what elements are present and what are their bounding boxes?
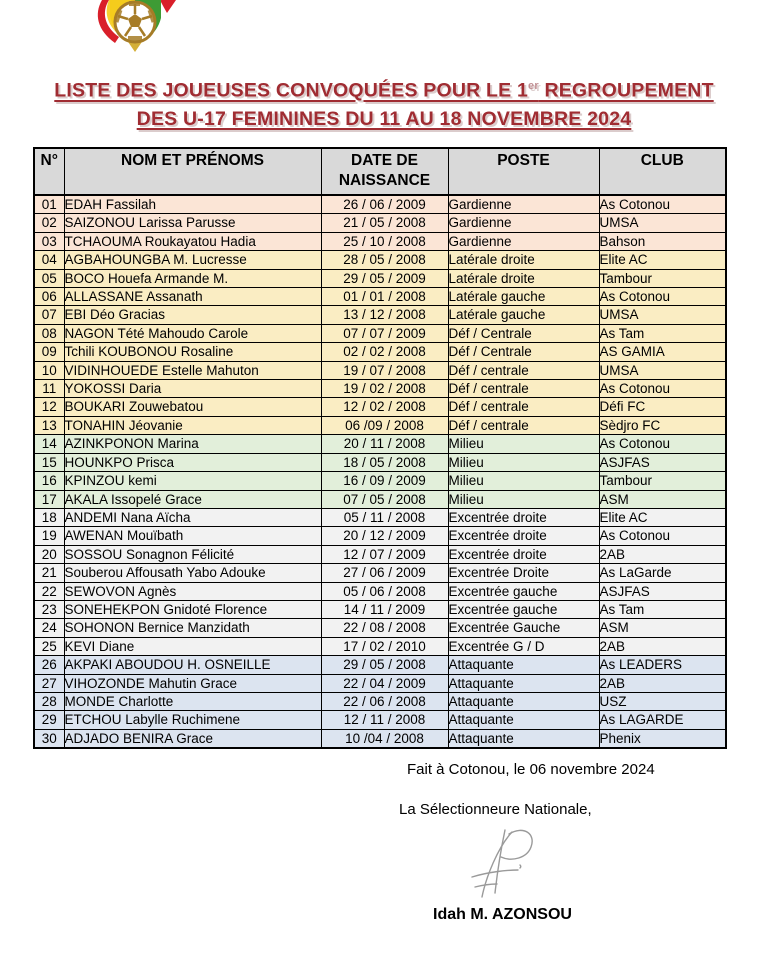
player-name-cell: SONEHEKPON Gnidoté Florence	[64, 600, 321, 618]
player-number-cell: 26	[34, 656, 64, 674]
player-number-cell: 05	[34, 269, 64, 287]
signer-name: Idah M. AZONSOU	[433, 906, 572, 923]
player-club-cell: UMSA	[599, 214, 726, 232]
player-birthdate-cell: 22 / 06 / 2008	[321, 692, 448, 710]
player-position-cell: Attaquante	[448, 729, 599, 748]
player-position-cell: Latérale gauche	[448, 288, 599, 306]
player-birthdate-cell: 07 / 07 / 2009	[321, 324, 448, 342]
player-row	[34, 490, 726, 508]
player-club-cell: UMSA	[599, 361, 726, 379]
player-name-cell: EDAH Fassilah	[64, 195, 321, 214]
signature-icon	[452, 825, 547, 903]
player-club-cell: 2AB	[599, 545, 726, 563]
player-position-cell: Attaquante	[448, 711, 599, 729]
player-row	[34, 380, 726, 398]
player-club-cell: As Cotonou	[599, 527, 726, 545]
player-position-cell: Excentrée droite	[448, 508, 599, 526]
player-number-cell: 11	[34, 380, 64, 398]
player-number-cell: 22	[34, 582, 64, 600]
player-row	[34, 656, 726, 674]
player-club-cell: As Cotonou	[599, 380, 726, 398]
player-row	[34, 637, 726, 655]
player-birthdate-cell: 20 / 11 / 2008	[321, 435, 448, 453]
player-position-cell: Attaquante	[448, 692, 599, 710]
player-number-cell: 18	[34, 508, 64, 526]
player-position-cell: Excentrée droite	[448, 527, 599, 545]
title-line-1-text: LISTE DES JOUEUSES CONVOQUÉES POUR LE 1	[54, 79, 529, 102]
player-club-cell: USZ	[599, 692, 726, 710]
player-row	[34, 545, 726, 563]
player-club-cell: Tambour	[599, 472, 726, 490]
player-row	[34, 288, 726, 306]
player-name-cell: TCHAOUMA Roukayatou Hadia	[64, 232, 321, 250]
player-club-cell: 2AB	[599, 637, 726, 655]
player-name-cell: Tchili KOUBONOU Rosaline	[64, 343, 321, 361]
player-position-cell: Gardienne	[448, 195, 599, 214]
player-number-cell: 08	[34, 324, 64, 342]
player-club-cell: As LAGARDE	[599, 711, 726, 729]
player-number-cell: 13	[34, 416, 64, 434]
player-row	[34, 527, 726, 545]
player-position-cell: Excentrée Gauche	[448, 619, 599, 637]
player-name-cell: ALLASSANE Assanath	[64, 288, 321, 306]
column-header-name: NOM ET PRÉNOMS	[64, 148, 321, 195]
federation-crest-icon	[88, 0, 183, 52]
player-row	[34, 195, 726, 214]
player-name-cell: TONAHIN Jéovanie	[64, 416, 321, 434]
player-club-cell: As Cotonou	[599, 195, 726, 214]
player-birthdate-cell: 17 / 02 / 2010	[321, 637, 448, 655]
player-birthdate-cell: 12 / 07 / 2009	[321, 545, 448, 563]
player-name-cell: HOUNKPO Prisca	[64, 453, 321, 471]
player-name-cell: Souberou Affousath Yabo Adouke	[64, 564, 321, 582]
player-birthdate-cell: 16 / 09 / 2009	[321, 472, 448, 490]
player-club-cell: Bahson	[599, 232, 726, 250]
player-table-body	[34, 195, 726, 748]
player-name-cell: VIHOZONDE Mahutin Grace	[64, 674, 321, 692]
player-position-cell: Excentrée droite	[448, 545, 599, 563]
player-number-cell: 27	[34, 674, 64, 692]
player-row	[34, 306, 726, 324]
player-club-cell: 2AB	[599, 674, 726, 692]
player-club-cell: Elite AC	[599, 251, 726, 269]
player-birthdate-cell: 02 / 02 / 2008	[321, 343, 448, 361]
player-name-cell: KPINZOU kemi	[64, 472, 321, 490]
player-club-cell: ASJFAS	[599, 582, 726, 600]
player-name-cell: BOCO Houefa Armande M.	[64, 269, 321, 287]
player-position-cell: Déf / centrale	[448, 398, 599, 416]
player-birthdate-cell: 22 / 08 / 2008	[321, 619, 448, 637]
player-number-cell: 24	[34, 619, 64, 637]
player-name-cell: EBI Déo Gracias	[64, 306, 321, 324]
player-row	[34, 232, 726, 250]
player-birthdate-cell: 18 / 05 / 2008	[321, 453, 448, 471]
player-row	[34, 453, 726, 471]
player-number-cell: 04	[34, 251, 64, 269]
player-birthdate-cell: 27 / 06 / 2009	[321, 564, 448, 582]
player-name-cell: AZINKPONON Marina	[64, 435, 321, 453]
player-name-cell: MONDE Charlotte	[64, 692, 321, 710]
player-club-cell: As Cotonou	[599, 288, 726, 306]
title-line-2: DES U-17 FEMININES DU 11 AU 18 NOVEMBRE 2024	[136, 107, 632, 130]
player-row	[34, 674, 726, 692]
player-number-cell: 10	[34, 361, 64, 379]
player-birthdate-cell: 20 / 12 / 2009	[321, 527, 448, 545]
player-position-cell: Déf / centrale	[448, 416, 599, 434]
player-position-cell: Attaquante	[448, 674, 599, 692]
document-title	[0, 72, 768, 133]
player-number-cell: 03	[34, 232, 64, 250]
player-name-cell: BOUKARI Zouwebatou	[64, 398, 321, 416]
player-birthdate-cell: 01 / 01 / 2008	[321, 288, 448, 306]
player-position-cell: Latérale gauche	[448, 306, 599, 324]
player-name-cell: VIDINHOUEDE Estelle Mahuton	[64, 361, 321, 379]
player-row	[34, 600, 726, 618]
player-number-cell: 19	[34, 527, 64, 545]
player-row	[34, 214, 726, 232]
title-line-1-tail: REGROUPEMENT	[538, 79, 714, 102]
signer-role: La Sélectionneure Nationale,	[399, 801, 592, 818]
roster-table-header	[34, 148, 726, 195]
player-birthdate-cell: 05 / 11 / 2008	[321, 508, 448, 526]
player-name-cell: NAGON Tété Mahoudo Carole	[64, 324, 321, 342]
player-position-cell: Excentrée G / D	[448, 637, 599, 655]
player-birthdate-cell: 12 / 11 / 2008	[321, 711, 448, 729]
player-name-cell: AKALA Issopelé Grace	[64, 490, 321, 508]
player-club-cell: ASM	[599, 490, 726, 508]
player-number-cell: 29	[34, 711, 64, 729]
player-position-cell: Déf / Centrale	[448, 324, 599, 342]
player-row	[34, 729, 726, 748]
player-row	[34, 692, 726, 710]
player-row	[34, 416, 726, 434]
player-row	[34, 472, 726, 490]
player-row	[34, 582, 726, 600]
player-birthdate-cell: 07 / 05 / 2008	[321, 490, 448, 508]
player-row	[34, 711, 726, 729]
column-header-birthdate: DATE DE NAISSANCE	[321, 148, 448, 195]
player-number-cell: 15	[34, 453, 64, 471]
player-number-cell: 14	[34, 435, 64, 453]
player-birthdate-cell: 13 / 12 / 2008	[321, 306, 448, 324]
player-club-cell: ASJFAS	[599, 453, 726, 471]
player-number-cell: 30	[34, 729, 64, 748]
player-number-cell: 07	[34, 306, 64, 324]
player-birthdate-cell: 19 / 02 / 2008	[321, 380, 448, 398]
player-row	[34, 619, 726, 637]
player-number-cell: 17	[34, 490, 64, 508]
player-row	[34, 508, 726, 526]
player-name-cell: AGBAHOUNGBA M. Lucresse	[64, 251, 321, 269]
player-birthdate-cell: 05 / 06 / 2008	[321, 582, 448, 600]
player-club-cell: ASM	[599, 619, 726, 637]
player-name-cell: AWENAN Mouïbath	[64, 527, 321, 545]
player-birthdate-cell: 26 / 06 / 2009	[321, 195, 448, 214]
player-name-cell: SAIZONOU Larissa Parusse	[64, 214, 321, 232]
player-number-cell: 25	[34, 637, 64, 655]
player-club-cell: As Tam	[599, 600, 726, 618]
player-position-cell: Déf / centrale	[448, 380, 599, 398]
player-name-cell: KEVI Diane	[64, 637, 321, 655]
place-and-date: Fait à Cotonou, le 06 novembre 2024	[407, 761, 655, 778]
player-birthdate-cell: 21 / 05 / 2008	[321, 214, 448, 232]
player-birthdate-cell: 29 / 05 / 2009	[321, 269, 448, 287]
player-birthdate-cell: 10 /04 / 2008	[321, 729, 448, 748]
player-position-cell: Milieu	[448, 453, 599, 471]
player-number-cell: 16	[34, 472, 64, 490]
player-row	[34, 269, 726, 287]
player-club-cell: As LEADERS	[599, 656, 726, 674]
player-birthdate-cell: 14 / 11 / 2009	[321, 600, 448, 618]
player-club-cell: Elite AC	[599, 508, 726, 526]
player-birthdate-cell: 29 / 05 / 2008	[321, 656, 448, 674]
player-name-cell: AKPAKI ABOUDOU H. OSNEILLE	[64, 656, 321, 674]
player-club-cell: Sèdjro FC	[599, 416, 726, 434]
player-row	[34, 251, 726, 269]
title-ordinal-superscript: er	[528, 80, 539, 92]
player-name-cell: ETCHOU Labylle Ruchimene	[64, 711, 321, 729]
player-club-cell: UMSA	[599, 306, 726, 324]
player-club-cell: As Tam	[599, 324, 726, 342]
player-number-cell: 20	[34, 545, 64, 563]
player-birthdate-cell: 06 /09 / 2008	[321, 416, 448, 434]
player-position-cell: Milieu	[448, 435, 599, 453]
player-position-cell: Gardienne	[448, 214, 599, 232]
column-header-club: CLUB	[599, 148, 726, 195]
player-number-cell: 28	[34, 692, 64, 710]
player-row	[34, 564, 726, 582]
player-birthdate-cell: 25 / 10 / 2008	[321, 232, 448, 250]
player-position-cell: Milieu	[448, 490, 599, 508]
header-row	[34, 148, 726, 195]
player-position-cell: Déf / Centrale	[448, 343, 599, 361]
player-position-cell: Excentrée gauche	[448, 582, 599, 600]
player-number-cell: 12	[34, 398, 64, 416]
player-position-cell: Milieu	[448, 472, 599, 490]
player-number-cell: 02	[34, 214, 64, 232]
player-club-cell: As LaGarde	[599, 564, 726, 582]
player-roster-table	[33, 147, 727, 749]
player-position-cell: Déf / centrale	[448, 361, 599, 379]
handwritten-signature	[452, 825, 547, 908]
player-birthdate-cell: 22 / 04 / 2009	[321, 674, 448, 692]
player-row	[34, 398, 726, 416]
player-name-cell: SOSSOU Sonagnon Félicité	[64, 545, 321, 563]
player-name-cell: ANDEMI Nana Aïcha	[64, 508, 321, 526]
player-club-cell: AS GAMIA	[599, 343, 726, 361]
player-number-cell: 01	[34, 195, 64, 214]
player-number-cell: 06	[34, 288, 64, 306]
player-club-cell: Tambour	[599, 269, 726, 287]
player-row	[34, 361, 726, 379]
player-position-cell: Excentrée gauche	[448, 600, 599, 618]
player-name-cell: YOKOSSI Daria	[64, 380, 321, 398]
player-club-cell: Phenix	[599, 729, 726, 748]
player-name-cell: SOHONON Bernice Manzidath	[64, 619, 321, 637]
player-birthdate-cell: 28 / 05 / 2008	[321, 251, 448, 269]
player-row	[34, 324, 726, 342]
player-birthdate-cell: 12 / 02 / 2008	[321, 398, 448, 416]
column-header-position: POSTE	[448, 148, 599, 195]
player-birthdate-cell: 19 / 07 / 2008	[321, 361, 448, 379]
player-name-cell: SEWOVON Agnès	[64, 582, 321, 600]
player-row	[34, 435, 726, 453]
player-position-cell: Excentrée Droite	[448, 564, 599, 582]
player-number-cell: 21	[34, 564, 64, 582]
player-number-cell: 23	[34, 600, 64, 618]
player-position-cell: Gardienne	[448, 232, 599, 250]
player-club-cell: Défi FC	[599, 398, 726, 416]
title-line-1	[0, 72, 768, 105]
player-row	[34, 343, 726, 361]
player-club-cell: As Cotonou	[599, 435, 726, 453]
federation-crest-logo	[88, 0, 183, 52]
player-position-cell: Latérale droite	[448, 269, 599, 287]
player-number-cell: 09	[34, 343, 64, 361]
player-position-cell: Latérale droite	[448, 251, 599, 269]
column-header-number: N°	[34, 148, 64, 195]
player-position-cell: Attaquante	[448, 656, 599, 674]
player-name-cell: ADJADO BENIRA Grace	[64, 729, 321, 748]
